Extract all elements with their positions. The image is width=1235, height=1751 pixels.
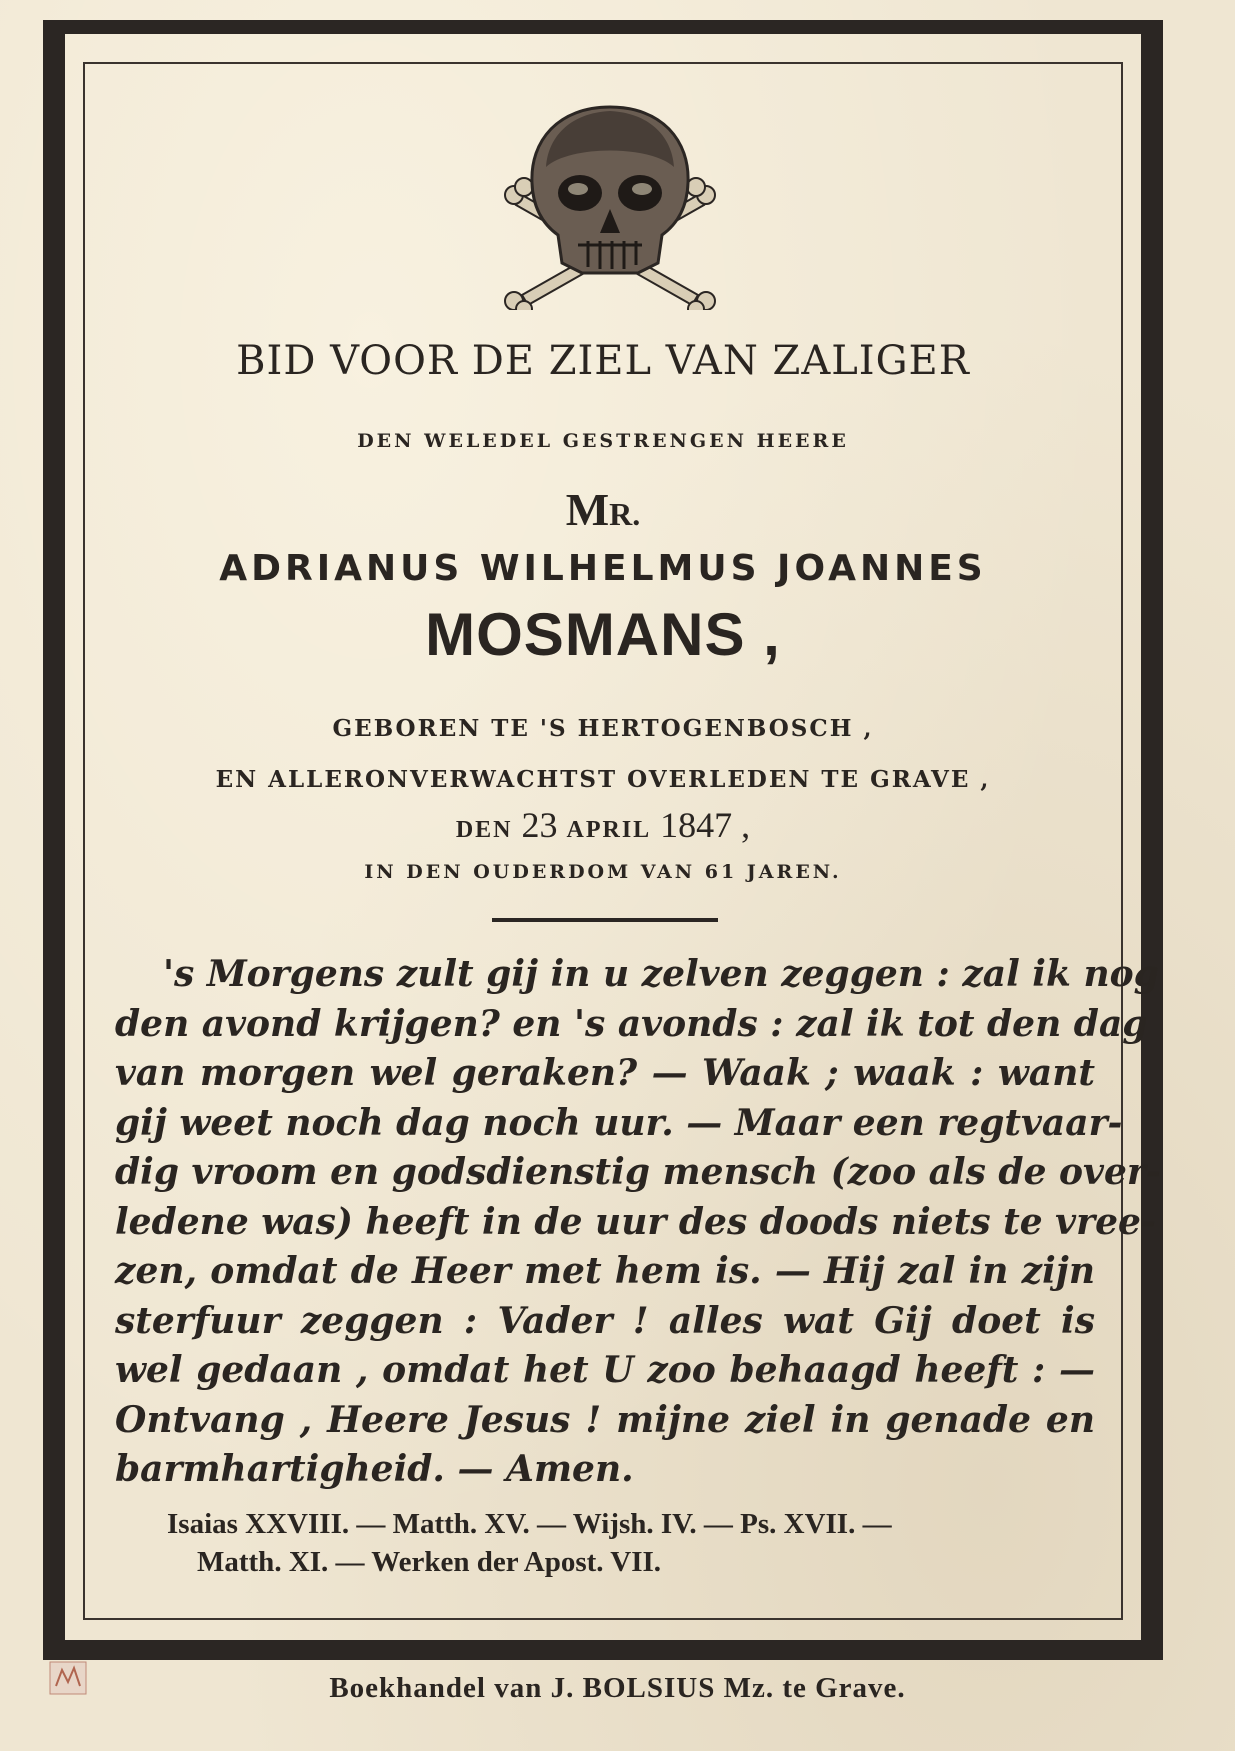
date-year: 1847 , xyxy=(660,805,751,845)
prayer-line: van morgen wel geraken? — Waak ; waak : want xyxy=(115,1052,1095,1094)
date-day: 23 xyxy=(521,805,558,845)
prayer-line: wel gedaan , omdat het U zoo behaagd heeft : — xyxy=(115,1349,1095,1391)
death-line: EN ALLERONVERWACHTST OVERLEDEN TE GRAVE , xyxy=(215,766,991,793)
title-line xyxy=(90,483,1116,536)
birth-line: GEBOREN TE 'S HERTOGENBOSCH , xyxy=(332,715,874,742)
prayer-line: zen, omdat de Heer met hem is. — Hij zal in zijn xyxy=(115,1250,1095,1292)
scripture-references xyxy=(140,1505,1100,1581)
reference-line: Isaias XXVIII. — Matth. XV. — Wijsh. IV. — Ps. XVII. — xyxy=(167,1508,892,1540)
title-suffix: R. xyxy=(609,496,641,532)
prayer-line: gij weet noch dag noch uur. — Maar een regtvaar- xyxy=(115,1101,1123,1144)
date-prefix: DEN xyxy=(455,817,513,843)
age-line: IN DEN OUDERDOM VAN 61 JAREN. xyxy=(364,861,842,883)
date-month: APRIL xyxy=(566,817,652,843)
prayer-line: den avond krijgen? en 's avonds : zal ik tot den dag xyxy=(115,1002,1148,1045)
prayer-line: dig vroom en godsdienstig mensch (zoo als de over- xyxy=(115,1151,1161,1193)
prayer-line: barmhartigheid. — Amen. xyxy=(115,1448,634,1490)
skull-and-crossbones-icon xyxy=(500,105,720,310)
prayer-line: 's Morgens zult gij in u zelven zeggen : zal ik nog xyxy=(163,953,1159,995)
honorific-line: DEN WELEDEL GESTRENGEN HEERE xyxy=(357,430,849,452)
prayer-text xyxy=(115,950,1161,1495)
card-heading: BID VOOR DE ZIEL VAN ZALIGER xyxy=(236,338,970,384)
title-prefix: M xyxy=(565,484,610,535)
given-names: ADRIANUS WILHELMUS JOANNES xyxy=(219,548,987,589)
prayer-line: ledene was) heeft in de uur des doods niets te vree- xyxy=(115,1200,1156,1243)
prayer-line: Ontvang , Heere Jesus ! mijne ziel in genade en xyxy=(115,1398,1095,1441)
surname: MOSMANS , xyxy=(425,601,781,668)
death-date xyxy=(90,804,1116,846)
divider-rule xyxy=(492,918,718,922)
prayer-line: sterfuur zeggen : Vader ! alles wat Gij doet is xyxy=(115,1299,1095,1342)
printer-imprint: Boekhandel van J. BOLSIUS Mz. te Grave. xyxy=(329,1672,906,1704)
reference-line: Matth. XI. — Werken der Apost. VII. xyxy=(197,1546,662,1578)
